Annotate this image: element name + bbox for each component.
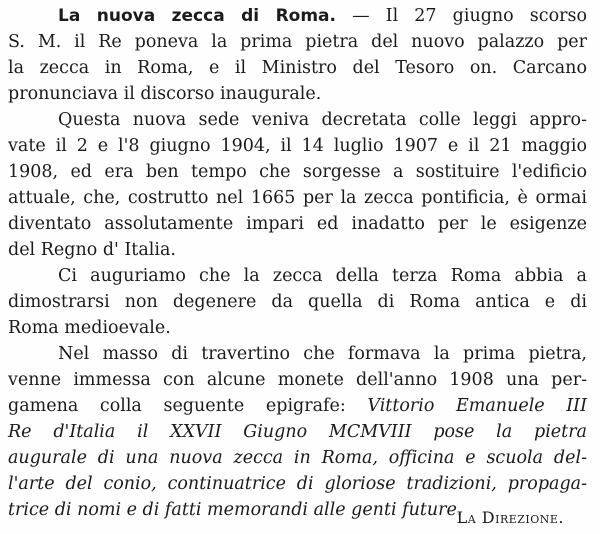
epigraph-line-5: trice di nomi e di fatti memorandi alle genti future. [8, 500, 463, 520]
article-title: La nuova zecca di Roma. [58, 6, 336, 26]
paragraph-1-line-1-text: — Il 27 giugno scorso [336, 6, 588, 26]
paragraph-2-line-1: Questa nuova sede veniva decretata colle leggi appro- [58, 110, 587, 130]
epigraph-start: Vittorio Emanuele III [367, 396, 587, 416]
paragraph-3-line-2: dimostrarsi non degenere da quella di Roma antica e di [8, 292, 587, 312]
paragraph-4-line-2: venne immessa con alcune monete dell'anno 1908 una per- [8, 370, 587, 390]
epigraph-line-3: augurale di una nuova zecca in Roma, officina e scuola del- [8, 448, 587, 468]
paragraph-4-line-1: Nel masso di travertino che formava la prima pietra, [58, 344, 587, 364]
paragraph-1-line-2: S. M. il Re poneva la prima pietra del nuovo palazzo per [8, 32, 587, 52]
paragraph-4-line-3 [8, 393, 587, 419]
paragraph-2-line-6: del Regno d' Italia. [8, 240, 176, 260]
paragraph-3-line-1: Ci auguriamo che la zecca della terza Roma abbia a [58, 266, 587, 286]
paragraph-2-line-4: attuale, che, costrutto nel 1665 per la zecca pontificia, è ormai [8, 188, 587, 208]
paragraph-1-line-3: la zecca in Roma, e il Ministro del Tesoro on. Carcano [8, 58, 587, 78]
paragraph-1-line-4: pronunciava il discorso inaugurale. [8, 84, 322, 104]
paragraph-2-line-5: diventato assolutamente impari ed inadatto per le esigenze [8, 214, 587, 234]
paragraph-2-line-3: 1908, ed era ben tempo che sorgesse a sostituire l'edificio [8, 162, 587, 182]
paragraph-2-line-2: vate il 2 e l'8 giugno 1904, il 14 luglio 1907 e il 21 maggio [8, 136, 587, 156]
paragraph-3-line-3: Roma medioevale. [8, 318, 171, 338]
paragraph-4-line-3-text: gamena colla seguente epigrafe: [8, 396, 368, 416]
epigraph-line-2: Re d'Italia il XXVII Giugno MCMVIII pose la pietra [8, 422, 587, 442]
epigraph-line-4: l'arte del conio, continuatrice di gloriose tradizioni, propaga- [8, 474, 587, 494]
paragraph-1-line-1 [58, 3, 587, 29]
signature: La Direzione. [456, 508, 564, 527]
